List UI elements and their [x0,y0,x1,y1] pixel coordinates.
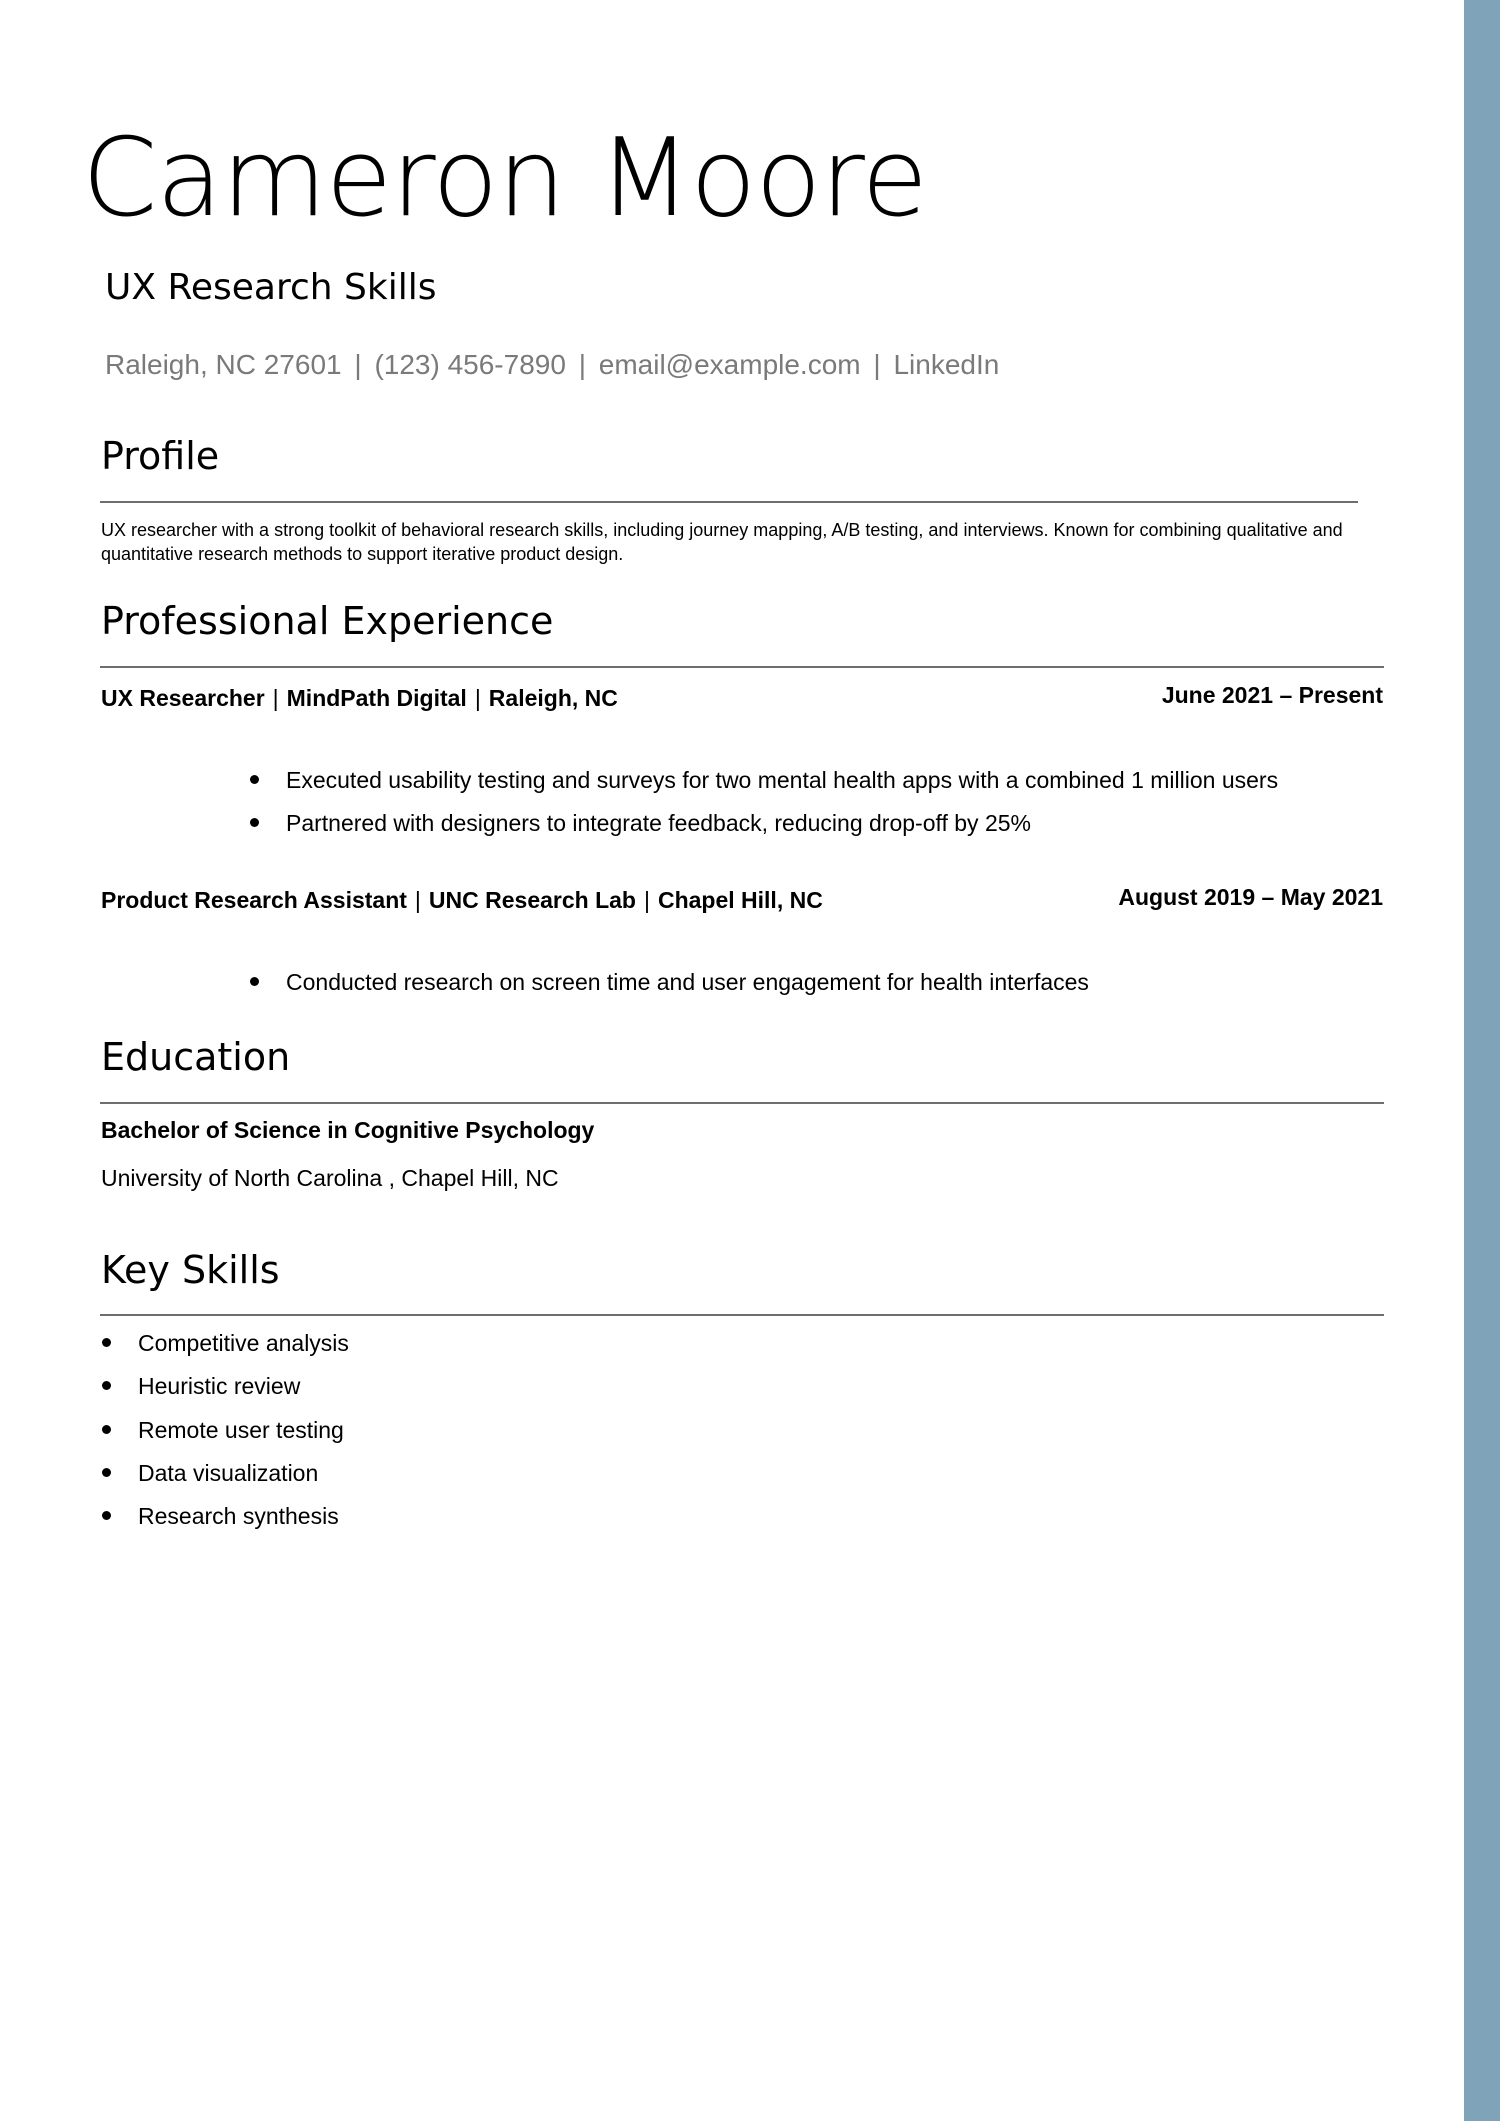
contact-separator: | [578,349,586,380]
job-separator: | [474,685,481,711]
job-dates: August 2019 – May 2021 [1118,884,1383,910]
job-bullets [250,968,1089,1011]
bullet-icon [250,775,259,784]
bullet-text: Partnered with designers to integrate feedback, reducing drop-off by 25% [286,810,1031,836]
bullet-icon [250,818,259,827]
list-item [101,1416,349,1459]
skill-text: Heuristic review [138,1373,301,1400]
job-header [101,887,823,915]
candidate-name: Cameron Moore [82,116,927,241]
education-school: University of North Carolina , Chapel Hill, NC [101,1165,559,1191]
bullet-icon [102,1338,111,1347]
section-title-profile: Profile [101,434,220,478]
section-title-skills: Key Skills [101,1248,280,1292]
job-company: MindPath Digital [286,685,467,711]
section-title-experience: Professional Experience [101,599,554,643]
job-separator: | [414,887,421,913]
job-separator: | [643,887,650,913]
skill-text: Data visualization [138,1459,319,1486]
skills-list [101,1329,349,1545]
list-item [250,809,1278,852]
contact-separator: | [873,349,881,380]
job-location: Raleigh, NC [488,685,618,711]
contact-separator: | [354,349,362,380]
skill-text: Research synthesis [138,1503,339,1530]
list-item [250,766,1278,809]
resume-subtitle: UX Research Skills [105,267,437,308]
job-dates: June 2021 – Present [1161,682,1383,708]
list-item [101,1502,349,1545]
job-bullets [250,766,1278,852]
section-title-education: Education [101,1035,291,1079]
bullet-text: Executed usability testing and surveys for two mental health apps with a combined 1 million users [286,767,1279,793]
contact-phone: (123) 456-7890 [374,349,566,380]
section-divider [100,501,1358,503]
bullet-icon [102,1381,111,1390]
list-item [101,1372,349,1415]
bullet-icon [102,1511,111,1520]
contact-linkedin-link[interactable]: LinkedIn [893,349,1000,380]
side-accent-stripe [1464,0,1500,2121]
bullet-icon [250,977,259,986]
contact-email[interactable]: email@example.com [598,349,861,380]
skill-text: Remote user testing [138,1416,344,1443]
job-header [101,685,618,713]
list-item [250,968,1089,1011]
job-role: UX Researcher [101,685,265,711]
education-degree: Bachelor of Science in Cognitive Psychology [101,1117,595,1143]
bullet-icon [102,1468,111,1477]
job-company: UNC Research Lab [428,887,636,913]
job-separator: | [272,685,279,711]
section-divider [100,666,1384,668]
section-divider [100,1102,1384,1104]
skill-text: Competitive analysis [138,1330,349,1356]
profile-summary: UX researcher with a strong toolkit of behavioral research skills, including journey mapping, A/B testing, and interviews. Known for combining qualitative and quantitative research methods to support iterative product design. [101,520,1343,564]
contact-location: Raleigh, NC 27601 [105,349,342,380]
bullet-icon [102,1425,111,1434]
job-role: Product Research Assistant [101,887,407,913]
list-item [101,1459,349,1502]
contact-line [105,348,999,382]
job-location: Chapel Hill, NC [657,887,823,913]
bullet-text: Conducted research on screen time and user engagement for health interfaces [286,969,1089,995]
section-divider [100,1314,1384,1316]
list-item [101,1329,349,1372]
